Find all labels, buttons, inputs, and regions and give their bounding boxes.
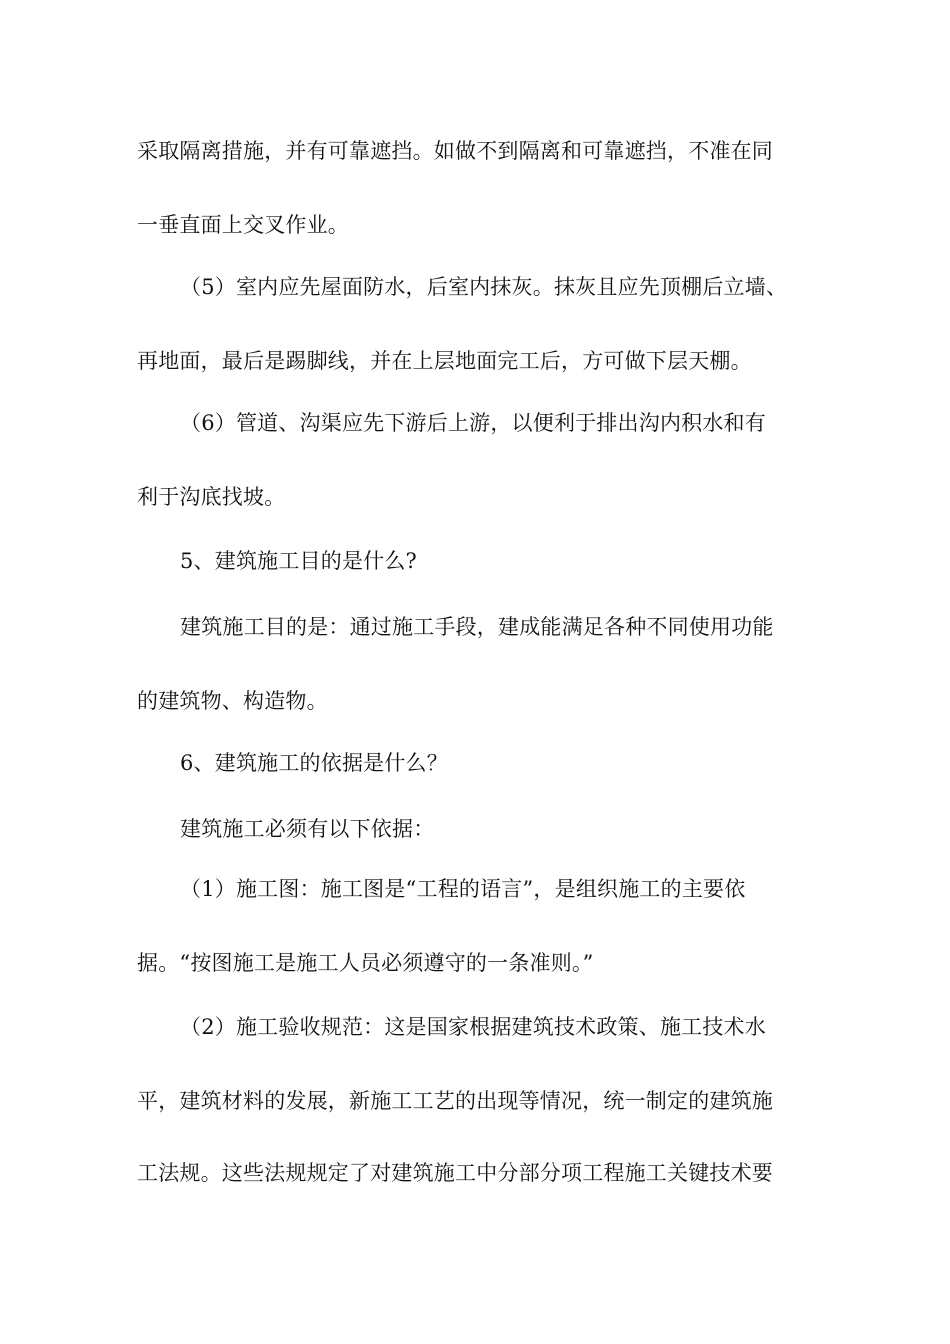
paragraph-start-line: 建筑施工目的是：通过施工手段，建成能满足各种不同使用功能 [180,615,774,639]
question-heading: 6、建筑施工的依据是什么？ [180,751,448,775]
text-line: 工法规。这些法规规定了对建筑施工中分部分项工程施工关键技术要 [137,1161,773,1185]
paragraph-start-line: （2）施工验收规范：这是国家根据建筑技术政策、施工技术水 [180,1015,766,1039]
text-line: 的建筑物、构造物。 [137,689,328,713]
text-line: 利于沟底找坡。 [137,485,286,509]
text-line: 据。“按图施工是施工人员必须遵守的一条准则。” [137,951,594,975]
paragraph-start-line: （5）室内应先屋面防水，后室内抹灰。抹灰且应先顶棚后立墙、 [180,275,788,299]
paragraph-start-line: （6）管道、沟渠应先下游后上游，以便利于排出沟内积水和有 [180,411,766,435]
paragraph-start-line: （1）施工图：施工图是“工程的语言”，是组织施工的主要依 [180,877,746,901]
text-line: 采取隔离措施，并有可靠遮挡。如做不到隔离和可靠遮挡，不准在同 [137,139,773,163]
text-line: 平，建筑材料的发展，新施工工艺的出现等情况，统一制定的建筑施 [137,1089,773,1113]
text-line: 再地面，最后是踢脚线，并在上层地面完工后，方可做下层天棚。 [137,349,752,373]
paragraph-start-line: 建筑施工必须有以下依据： [180,817,435,841]
text-line: 一垂直面上交叉作业。 [137,213,349,237]
question-heading: 5、建筑施工目的是什么? [180,549,418,573]
